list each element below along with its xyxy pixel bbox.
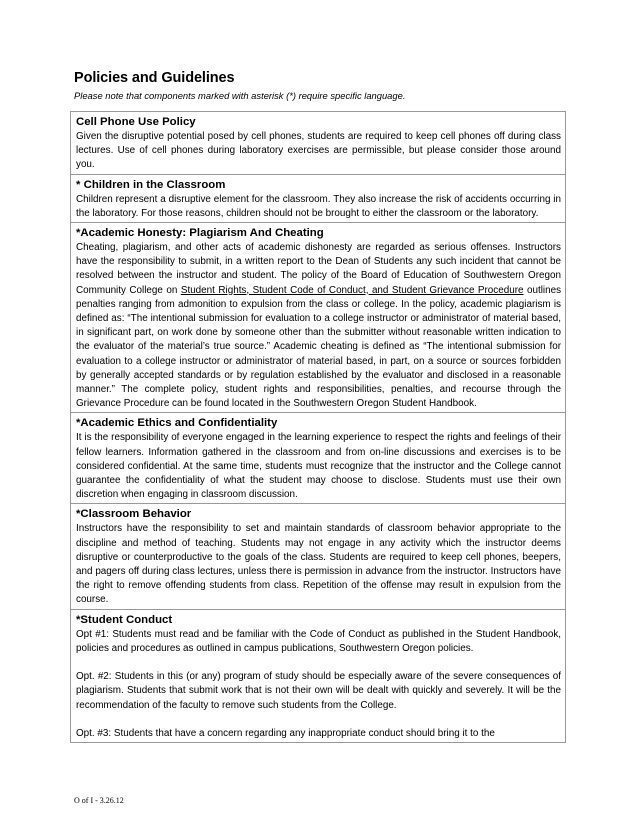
- section-body: Given the disruptive potential posed by cell phones, students are required to keep cell phones off during class lectures. Use of cell phones during laboratory exercises are permissible, but please consider those around you.: [76, 131, 561, 171]
- section-title: *Classroom Behavior: [76, 508, 192, 521]
- page-footer: O of I - 3.26.12: [74, 796, 124, 805]
- policies-table: [70, 111, 566, 743]
- section-body: [76, 241, 561, 411]
- section-title: * Children in the Classroom: [76, 178, 226, 191]
- body-text: outlines penalties ranging from admonition to expulsion from the class or college. In the policy, academic plagiarism is defined as: “The intentional submission for evaluation to a college instructor or administrator of material based, in significant part, on work done by someone other than the submitter without reasonable written indication to the evaluator of the material’s true source.” Academic cheating is defined as “The intentional submission for evaluation to a college instructor or administrator of material based, in part, on a source or sources forbidden by generally accepted standards or by regulation established by the evaluator and disclosed in a reasonable manner.” The complete policy, student rights and responsibilities, penalties, and recourse through the Grievance Procedure can be found located in the Southwestern Oregon Student Handbook.: [76, 284, 562, 410]
- section-title: *Academic Ethics and Confidentiality: [76, 417, 278, 430]
- section-body: [76, 628, 561, 741]
- section-title: Cell Phone Use Policy: [76, 116, 196, 128]
- section-student-conduct: [71, 610, 565, 743]
- section-cell-phone: [71, 112, 565, 175]
- section-body: It is the responsibility of everyone engaged in the learning experience to respect the rights and feelings of their fellow learners. Information gathered in the classroom and from on-line discussions and exercises is to be considered confidential. At the same time, students must recognize that the instructor and the College cannot guarantee the confidentiality of what the student may choose to disclose. Students must use their own discretion when engaging in classroom discussion.: [76, 432, 561, 501]
- section-title: *Academic Honesty: Plagiarism And Cheating: [76, 227, 324, 240]
- section-academic-ethics: [71, 413, 565, 504]
- asterisk-note: Please note that components marked with asterisk (*) require specific language.: [74, 90, 406, 101]
- section-classroom-behavior: [71, 504, 565, 609]
- section-children: [71, 175, 565, 223]
- option-1-text: Opt #1: Students must read and be familiar with the Code of Conduct as published in the Student Handbook, policies and procedures as outlined in campus publications, Southwestern Oregon policies.: [76, 628, 561, 654]
- body-text: Cheating, plagiarism, and other acts of academic dishonesty are regarded as serious offenses. Instructors have the responsibility to submit, in a written report to the Dean of Students any such incident that cannot be resolved between the instructor and student. The policy of the Board of Education of Southwestern Oregon Community College on: [76, 242, 561, 296]
- student-rights-link[interactable]: Student Rights, Student Code of Conduct, and Student Grievance Procedure: [180, 284, 524, 296]
- section-body: Children represent a disruptive element for the classroom. They also increase the risk of accidents occurring in the laboratory. For those reasons, children should not be brought to either the classroom or the laboratory.: [76, 193, 561, 219]
- option-3-text: Opt. #3: Students that have a concern regarding any inappropriate conduct should bring it to the: [76, 727, 495, 739]
- option-2-text: Opt. #2: Students in this (or any) program of study should be especially aware of the severe consequences of plagiarism. Students that submit work that is not their own will be dealt with quickly and severely. It will be the recommendation of the faculty to remove such students from the College.: [76, 671, 561, 711]
- page-title: Policies and Guidelines: [74, 70, 235, 86]
- section-title: *Student Conduct: [76, 613, 173, 626]
- section-body: Instructors have the responsibility to set and maintain standards of classroom behavior appropriate to the discipline and method of teaching. Students may not engage in any activity which the instructor deems disruptive or counterproductive to the goals of the class. Students are required to keep cell phones, beepers, and pagers off during class lectures, unless there is permission in advance from the instructor. Instructors have the right to remove offending students from class. Repetition of the offense may result in expulsion from the course.: [76, 523, 561, 606]
- section-academic-honesty: [71, 223, 565, 413]
